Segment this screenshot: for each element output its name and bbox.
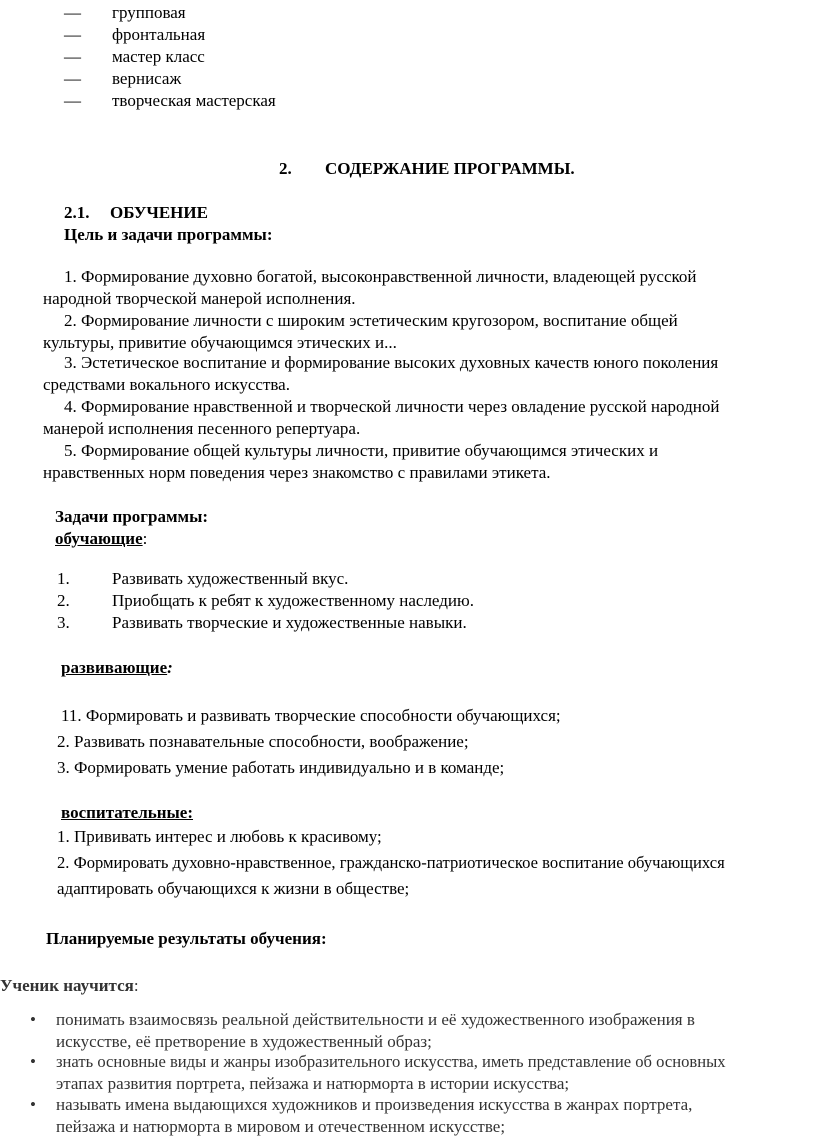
subsection-title: ОБУЧЕНИЕ [110,203,208,222]
student-will-text: Ученик научится [0,976,134,995]
bullet-line: называть имена выдающихся художников и произведения искусства в жанрах портрета, [56,1095,693,1114]
list-item: 1. Прививать интерес и любовь к красивому; [57,827,382,846]
goal-line: 4. Формирование нравственной и творческой личности через овладение русской народной [64,397,720,416]
list-item [30,1094,816,1138]
list-item: адаптировать обучающихся к жизни в обществе; [57,879,410,898]
dash-icon: — [64,69,81,88]
developing-label-text: развивающие [61,658,168,677]
goal-line: 3. Эстетическое воспитание и формирование высоких духовных качеств юного поколения [64,353,719,372]
results-heading: Планируемые результаты обучения: [46,929,327,948]
goal-line: народной творческой манерой исполнения. [43,289,356,308]
list-item-text: групповая [112,3,186,22]
item-number: 1. [57,569,70,588]
section-title: СОДЕРЖАНИЕ ПРОГРАММЫ. [325,159,575,178]
bullet-line: этапах развития портрета, пейзажа и натюрморта в истории искусства; [56,1074,570,1093]
list-item-text: творческая мастерская [112,91,276,110]
goal-paragraph [43,310,816,354]
list-item: 2. Формировать духовно-нравственное, гражданско-патриотическое воспитание обучающихся [57,853,725,872]
item-number: 2. [57,591,70,610]
goal-line: нравственных норм поведения через знакомство с правилами этикета. [43,463,551,482]
dash-icon: — [64,3,81,22]
bullet-line: искусстве, её претворение в художественный образ; [56,1032,432,1051]
list-item [30,1009,816,1053]
list-item: 3. Формировать умение работать индивидуально и в команде; [57,758,505,777]
developing-colon: : [167,658,173,677]
list-item: 2. Развивать познавательные способности, воображение; [57,732,469,751]
item-text: Развивать творческие и художественные навыки. [112,613,467,632]
bullet-icon: • [30,1052,36,1071]
teaching-label-text: обучающие [55,529,143,548]
bullet-line: пейзажа и натюрморта в мировом и отечественном искусстве; [56,1117,506,1136]
goal-paragraph [43,396,816,440]
item-text: Развивать художественный вкус. [112,569,349,588]
goal-line: 5. Формирование общей культуры личности, привитие обучающимся этических и [64,441,659,460]
bullet-line: понимать взаимосвязь реальной действительности и её художественного изображения в [56,1010,695,1029]
developing-label [61,657,173,679]
goal-line: культуры, привитие обучающимся этических и... [43,333,397,352]
item-text: Приобщать к ребят к художественному наследию. [112,591,474,610]
tasks-heading: Задачи программы: [55,507,209,526]
goal-line: 2. Формирование личности с широким эстетическим кругозором, воспитание общей [64,311,678,330]
goal-paragraph [43,440,816,484]
dash-icon: — [64,47,81,66]
bullet-icon: • [30,1010,36,1029]
list-item-text: мастер класс [112,47,205,66]
dash-icon: — [64,91,81,110]
student-will-colon: : [133,976,139,995]
goal-paragraph [43,352,816,396]
subsection-number: 2.1. [64,203,90,222]
goal-paragraph [43,266,816,310]
bullet-line: знать основные виды и жанры изобразительного искусства, иметь представление об основных [56,1052,726,1071]
goals-heading: Цель и задачи программы: [64,225,273,244]
student-will-label [0,975,139,997]
list-item-text: фронтальная [112,25,206,44]
goal-line: манерой исполнения песенного репертуара. [43,419,361,438]
section-number: 2. [279,159,292,178]
educational-label: воспитательные: [61,803,194,822]
list-item [30,1051,816,1095]
teaching-label [55,528,147,550]
dash-icon: — [64,25,81,44]
item-number: 3. [57,613,70,632]
bullet-icon: • [30,1095,36,1114]
teaching-colon: : [142,529,148,548]
goal-line: 1. Формирование духовно богатой, высоконравственной личности, владеющей русской [64,267,697,286]
list-item-text: вернисаж [112,69,182,88]
goal-line: средствами вокального искусства. [43,375,290,394]
list-item: 11. Формировать и развивать творческие способности обучающихся; [61,706,561,725]
